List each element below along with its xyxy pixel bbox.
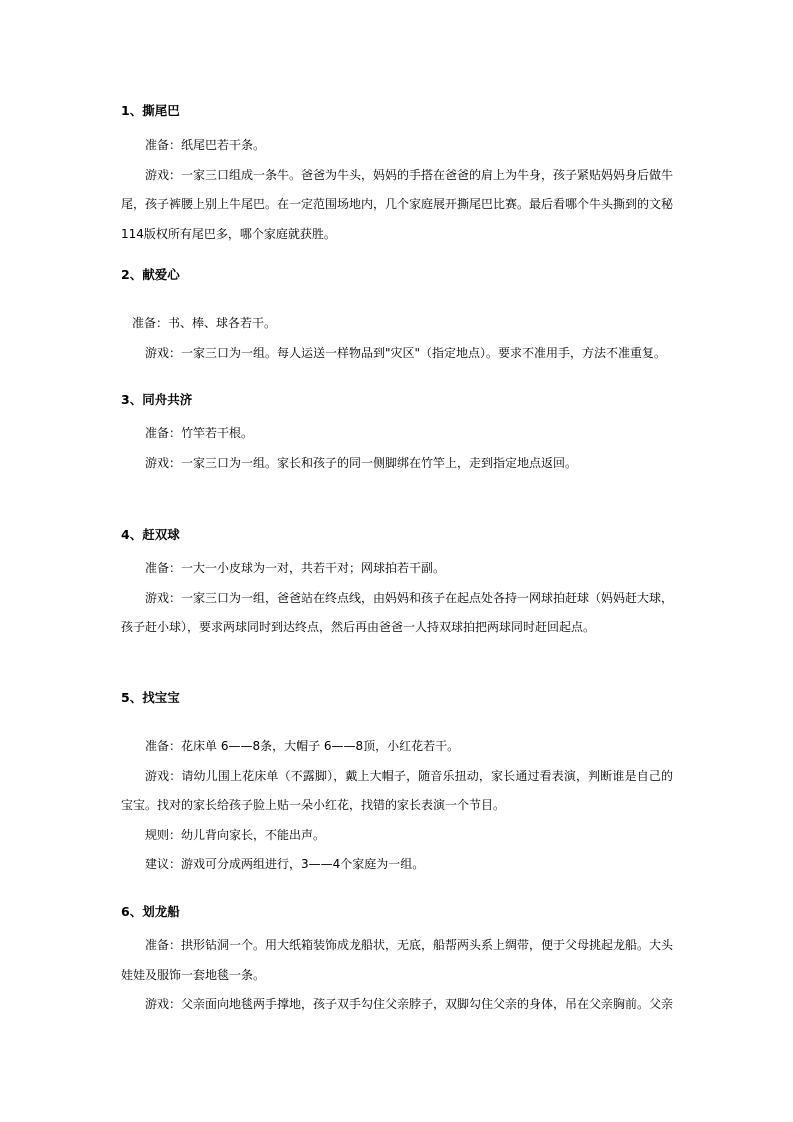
section-5-game: 游戏：请幼儿围上花床单（不露脚），戴上大帽子，随音乐扭动，家长通过看表演，判断谁是自己的宝宝。找对的家长给孩子脸上贴一朵小红花，找错的家长表演一个节目。 xyxy=(121,768,673,812)
section-4-heading: 4、赶双球 xyxy=(121,527,180,542)
section-4-prep: 准备：一大一小皮球为一对，共若干对；网球拍若干副。 xyxy=(145,561,446,575)
section-1-prep: 准备：纸尾巴若干条。 xyxy=(145,138,266,152)
section-5-prep: 准备：花床单 6——8条，大帽子 6——8顶，小红花若干。 xyxy=(145,739,460,753)
section-1-heading: 1、撕尾巴 xyxy=(121,103,180,118)
section-3-game: 游戏：一家三口为一组。家长和孩子的同一侧脚绑在竹竿上，走到指定地点返回。 xyxy=(145,455,578,470)
section-2 xyxy=(121,265,673,368)
section-5-rules: 规则：幼儿背向家长，不能出声。 xyxy=(145,827,326,842)
section-3-heading: 3、同舟共济 xyxy=(121,392,193,407)
section-6-game: 游戏：父亲面向地毯两手撑地，孩子双手勾住父亲脖子，双脚勾住父亲的身体，吊在父亲胸前。父亲 xyxy=(145,997,674,1011)
section-2-heading: 2、献爱心 xyxy=(121,267,180,282)
section-4 xyxy=(121,525,673,643)
section-5-tips: 建议：游戏可分成两组进行，3——4个家庭为一组。 xyxy=(145,857,425,871)
section-5 xyxy=(121,688,673,880)
section-2-prep: 准备：书、棒、球各若干。 xyxy=(132,316,277,330)
section-1 xyxy=(121,101,673,249)
section-6-prep: 准备：拱形钻洞一个。用大纸箱装饰成龙船状，无底，船帮两头系上绸带，便于父母挑起龙船。大头娃娃及服饰一套地毯一条。 xyxy=(121,938,674,982)
section-1-game: 游戏：一家三口组成一条牛。爸爸为牛头，妈妈的手搭在爸爸的肩上为牛身，孩子紧贴妈妈身后做牛尾，孩子裤腰上别上牛尾巴。在一定范围场地内，几个家庭展开撕尾巴比赛。最后看哪个牛头撕到的文秘114版权所有尾巴多，哪个家庭就获胜。 xyxy=(121,167,674,241)
section-6 xyxy=(121,902,673,1020)
section-4-game: 游戏：一家三口为一组，爸爸站在终点线，由妈妈和孩子在起点处各持一网球拍赶球（妈妈赶大球，孩子赶小球），要求两球同时到达终点，然后再由爸爸一人持双球拍把两球同时赶回起点。 xyxy=(121,590,674,634)
section-2-game: 游戏：一家三口为一组。每人运送一样物品到"灾区"（指定地点）。要求不准用手，方法不准重复。 xyxy=(145,345,667,360)
section-6-heading: 6、划龙船 xyxy=(121,904,180,919)
section-5-heading: 5、找宝宝 xyxy=(121,690,180,705)
section-3 xyxy=(121,390,673,478)
section-3-prep: 准备：竹竿若干根。 xyxy=(145,426,254,440)
